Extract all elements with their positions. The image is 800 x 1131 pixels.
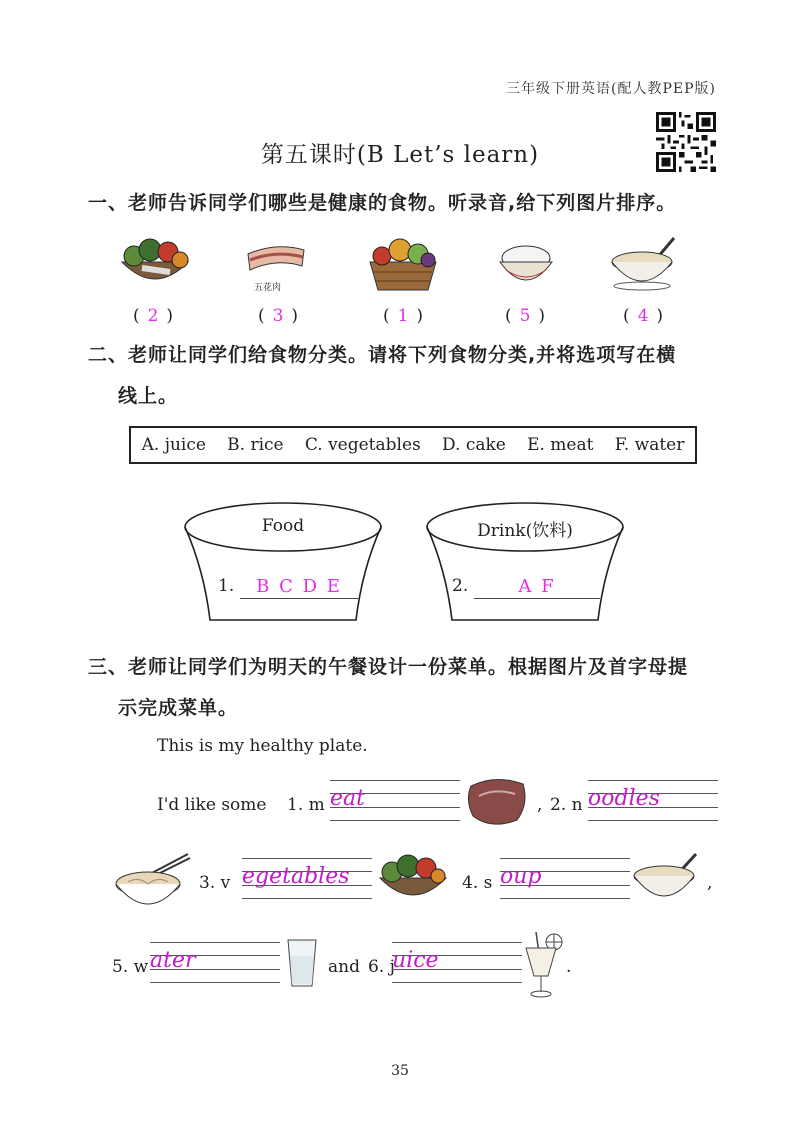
heading-line: 三、老师让同学们为明天的午餐设计一份菜单。根据图片及首字母提 xyxy=(88,656,689,678)
option-item: F. water xyxy=(614,435,685,455)
fruit-basket-icon xyxy=(364,232,442,292)
answer-blank-5[interactable] xyxy=(608,306,678,326)
option-item: D. cake xyxy=(441,435,506,455)
paren-open: ( xyxy=(132,306,140,326)
answer-value: 1 xyxy=(397,306,409,326)
food-answer: B C D E xyxy=(256,576,342,597)
juice-glass-icon xyxy=(520,930,566,1000)
item-prefix: 3. v xyxy=(199,873,231,893)
answer-blank-2[interactable] xyxy=(243,306,313,326)
paren-close: ) xyxy=(166,306,174,326)
answer-blank-3[interactable] xyxy=(368,306,438,326)
paren-open: ( xyxy=(382,306,390,326)
heading-line: 线上。 xyxy=(118,385,179,407)
paren-close: ) xyxy=(538,306,546,326)
heading-line: 示完成菜单。 xyxy=(118,697,239,719)
book-header: 三年级下册英语(配人教PEP版) xyxy=(506,81,716,97)
period: . xyxy=(566,957,572,977)
answer-blank-4[interactable] xyxy=(490,306,560,326)
qr-code-icon xyxy=(656,112,716,172)
item-prefix: 6. j xyxy=(368,957,395,977)
paren-open: ( xyxy=(622,306,630,326)
item-prefix: 4. s xyxy=(462,873,493,893)
handwritten-answer: eat xyxy=(330,786,365,811)
answer-value: 2 xyxy=(147,306,159,326)
pork-belly-icon xyxy=(244,240,308,280)
intro-sentence: This is my healthy plate. xyxy=(157,736,368,756)
handwritten-answer: uice xyxy=(392,948,439,973)
item-prefix: 1. m xyxy=(287,795,325,815)
answer-value: 4 xyxy=(637,306,649,326)
paren-open: ( xyxy=(257,306,265,326)
section2-heading xyxy=(88,346,676,406)
soup-bowl-icon xyxy=(630,850,702,908)
paren-close: ) xyxy=(416,306,424,326)
and-text: and xyxy=(328,957,360,977)
steak-icon xyxy=(465,774,531,828)
option-item: B. rice xyxy=(227,435,284,455)
food-basket-label: Food xyxy=(261,516,305,536)
option-item: A. juice xyxy=(141,435,206,455)
paren-close: ) xyxy=(291,306,299,326)
noodles-icon xyxy=(110,850,192,912)
drink-answer: A F xyxy=(518,576,556,597)
soup-bowl-icon xyxy=(608,234,682,292)
section3-heading xyxy=(88,658,688,718)
rice-bowl-icon xyxy=(496,240,556,292)
item-prefix: 5. w xyxy=(112,957,149,977)
page-number: 35 xyxy=(391,1063,409,1079)
handwritten-answer: oodles xyxy=(588,786,660,811)
options-box xyxy=(129,426,697,464)
option-item: C. vegetables xyxy=(304,435,421,455)
section1-heading: 一、老师告诉同学们哪些是健康的食物。听录音,给下列图片排序。 xyxy=(88,192,677,214)
handwritten-answer: ater xyxy=(150,948,196,973)
food-basket-number: 1. xyxy=(218,576,235,596)
lead-text: I'd like some xyxy=(157,795,267,815)
paren-open: ( xyxy=(504,306,512,326)
drink-basket-label: Drink(饮料) xyxy=(477,521,573,541)
answer-value: 3 xyxy=(272,306,284,326)
drink-answer-field[interactable] xyxy=(474,576,600,599)
item-prefix: 2. n xyxy=(550,795,583,815)
answer-value: 5 xyxy=(519,306,531,326)
paren-close: ) xyxy=(656,306,664,326)
comma: , xyxy=(537,795,543,815)
food-answer-field[interactable] xyxy=(240,576,358,599)
water-glass-icon xyxy=(284,936,320,990)
heading-line: 二、老师让同学们给食物分类。请将下列食物分类,并将选项写在横 xyxy=(88,344,677,366)
vegetable-basket-icon xyxy=(372,850,454,908)
option-item: E. meat xyxy=(527,435,594,455)
handwritten-answer: egetables xyxy=(242,864,350,889)
handwritten-answer: oup xyxy=(500,864,542,889)
image-caption: 五花肉 xyxy=(254,283,282,293)
drink-basket-number: 2. xyxy=(452,576,469,596)
answer-blank-1[interactable] xyxy=(118,306,188,326)
page-title: 第五课时(B Let’s learn) xyxy=(260,142,540,168)
comma: , xyxy=(707,873,713,893)
vegetable-basket-icon xyxy=(112,232,198,290)
